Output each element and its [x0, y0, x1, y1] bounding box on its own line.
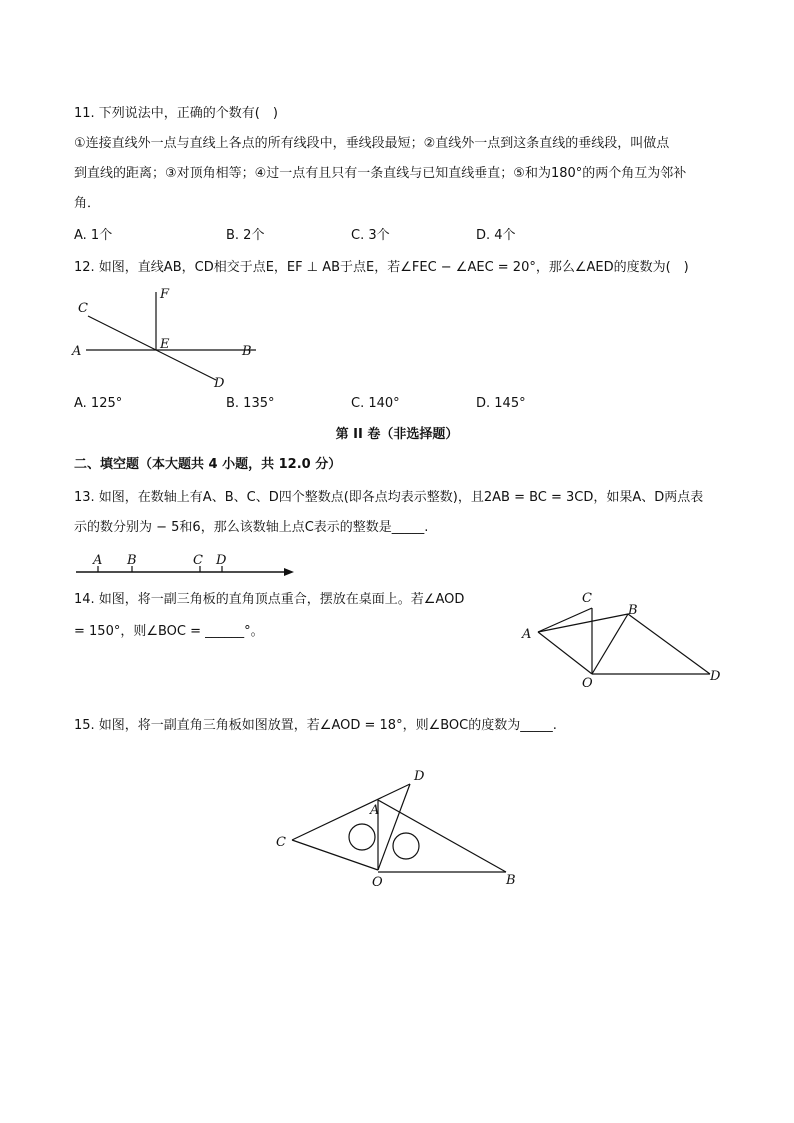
q12-label-e: E — [160, 337, 170, 352]
q12-label-d: D — [214, 376, 225, 391]
q12-label-f: F — [160, 287, 170, 302]
q11-option-c[interactable]: C. 3个 — [351, 228, 390, 243]
q14-label-d: D — [710, 669, 721, 684]
q15-line-1: 15. 如图，将一副直角三角板如图放置，若∠AOD = 18°，则∠BOC的度数为_____. — [74, 718, 557, 733]
q11-option-d[interactable]: D. 4个 — [476, 228, 516, 243]
q15-label-d: D — [414, 769, 425, 784]
q13-line-1: 13. 如图，在数轴上有A、B、C、D四个整数点(即各点均表示整数)，且2AB = BC = 3CD，如果A、D两点表 — [74, 490, 704, 505]
q11-line-2: 到直线的距离；③对顶角相等；④过一点有且只有一条直线与已知直线垂直；⑤和为180°的两个角互为邻补 — [74, 166, 687, 181]
q12-option-d[interactable]: D. 145° — [476, 396, 526, 411]
q11-line-1: ①连接直线外一点与直线上各点的所有线段中，垂线段最短；②直线外一点到这条直线的垂线段，叫做点 — [74, 136, 670, 151]
q12-label-b: B — [242, 344, 252, 359]
q15-label-o: O — [372, 875, 383, 890]
q15-figure — [272, 764, 532, 894]
q11-stem: 11. 下列说法中，正确的个数有( ) — [74, 106, 278, 121]
q14-line-2: = 150°，则∠BOC = ______°。 — [74, 624, 264, 639]
q15-label-c: C — [276, 835, 286, 850]
q11-option-a[interactable]: A. 1个 — [74, 228, 113, 243]
q12-label-c: C — [78, 301, 88, 316]
q13-label-a: A — [93, 553, 103, 568]
q12-label-a: A — [72, 344, 82, 359]
q14-figure — [520, 588, 730, 691]
q14-label-b: B — [628, 603, 638, 618]
q11-line-3: 角． — [74, 196, 101, 211]
q12-option-a[interactable]: A. 125° — [74, 396, 123, 411]
q12-option-b[interactable]: B. 135° — [226, 396, 275, 411]
q12-figure — [68, 284, 288, 394]
q15-label-b: B — [506, 873, 516, 888]
q13-number-line — [72, 548, 302, 582]
q13-line-2: 示的数分别为 − 5和6，那么该数轴上点C表示的整数是_____. — [74, 520, 429, 535]
q14-label-a: A — [522, 627, 532, 642]
q13-label-d: D — [216, 553, 227, 568]
q13-label-c: C — [193, 553, 203, 568]
q13-label-b: B — [127, 553, 137, 568]
q11-option-b[interactable]: B. 2个 — [226, 228, 265, 243]
q15-label-a: A — [370, 803, 380, 818]
q12-option-c[interactable]: C. 140° — [351, 396, 400, 411]
q14-label-c: C — [582, 591, 592, 606]
q12-stem: 12. 如图，直线AB，CD相交于点E，EF ⊥ AB于点E，若∠FEC − ∠AEC = 20°，那么∠AED的度数为( ) — [74, 260, 689, 275]
q14-label-o: O — [582, 676, 593, 691]
section-heading: 第 II 卷（非选择题） — [335, 427, 459, 442]
q14-line-1: 14. 如图，将一副三角板的直角顶点重合，摆放在桌面上。若∠AOD — [74, 592, 465, 607]
section-subheading: 二、填空题（本大题共 4 小题，共 12.0 分） — [74, 457, 342, 472]
